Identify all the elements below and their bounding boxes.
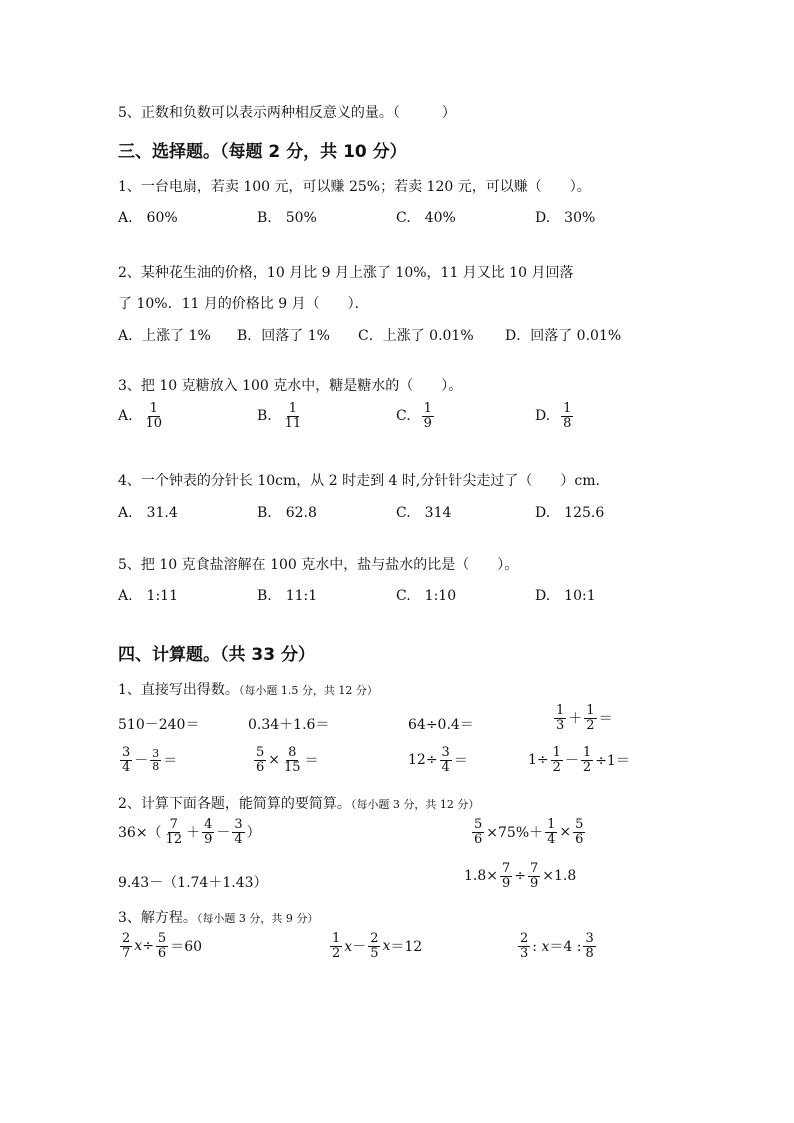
calc-part1-heading: 1、直接写出得数。（每小题 1.5 分，共 12 分） [118,682,378,698]
choice-q2-option-a: A．上涨了 1% [118,328,211,344]
choice-q4-option-d: D. 125.6 [535,505,605,521]
choice-q1-option-b: B. 50% [257,210,317,226]
choice-q1: 1、一台电扇，若卖 100 元，可以赚 25%；若卖 120 元，可以赚（ ）。 [118,179,591,195]
choice-q2-option-c: C．上涨了 0.01% [358,328,474,344]
choice-q4: 4、一个钟表的分针长 10cm，从 2 时走到 4 时,分针针尖走过了（ ）cm. [118,473,600,489]
choice-q3-option-c: C. $\frac{1}{9}$ [396,401,432,431]
choice-q4-option-b: B. 62.8 [257,505,317,521]
calc1-expr-2: 0.34＋1.6＝ [248,717,330,733]
calc1-expr-4: $\frac{1}{3}$ ＋ $\frac{1}{2}$ ＝ [556,703,613,733]
choice-q2-line2: 了 10%．11 月的价格比 9 月（ ）． [118,296,369,312]
choice-q3-option-d: D. $\frac{1}{8}$ [535,401,572,431]
choice-q5-option-a: A. 1:11 [118,588,178,604]
calc1-expr-3: 64÷0.4＝ [408,717,474,733]
choice-q4-option-a: A. 31.4 [118,505,178,521]
choice-q5: 5、把 10 克食盐溶解在 100 克水中，盐与盐水的比是（ ）。 [118,557,519,573]
calc1-expr-7: 12÷ $\frac{3}{4}$ ＝ [408,745,468,775]
calc-part3-heading: 3、解方程。（每小题 3 分，共 9 分） [118,910,319,926]
calc1-expr-8: 1÷ $\frac{1}{2}$ － $\frac{1}{2}$ ÷1＝ [528,745,630,775]
calc1-expr-6: $\frac{5}{6}$ × $\frac{8}{15}$ ＝ [256,745,319,775]
equation-b: $\frac{1}{2}$ x－ $\frac{2}{5}$ x ＝12 [332,931,423,961]
calc1-expr-5: $\frac{3}{4}$ － $\frac{3}{8}$ ＝ [122,745,178,775]
choice-q3-option-a: A. $\frac{1}{10}$ [118,401,163,431]
calc2-expr-a: 36×（ $\frac{7}{12}$ ＋ $\frac{4}{9}$ － $\frac{3}{4}$ ） [118,817,261,847]
equation-a: $\frac{2}{7}$ x÷ $\frac{5}{6}$ ＝60 [122,931,203,961]
choice-q5-option-c: C. 1:10 [396,588,457,604]
calc-part2-heading: 2、计算下面各题，能简算的要简算。（每小题 3 分，共 12 分） [118,796,480,812]
choice-q2-line1: 2、某种花生油的价格，10 月比 9 月上涨了 10%，11 月又比 10 月回落 [118,265,574,281]
choice-q5-option-d: D. 10:1 [535,588,596,604]
calc2-expr-b: $\frac{5}{6}$ ×75%＋ $\frac{1}{4}$ × $\frac{5}{6}$ [474,817,584,847]
choice-q2-option-b: B．回落了 1% [237,328,330,344]
calc1-expr-1: 510－240＝ [118,717,200,733]
section-3-title: 三、选择题。（每题 2 分，共 10 分） [118,142,407,162]
choice-q5-option-b: B. 11:1 [257,588,318,604]
choice-q3-option-b: B. $\frac{1}{11}$ [257,401,302,431]
choice-q1-option-d: D. 30% [535,210,596,226]
equation-c: $\frac{2}{3}$ : x＝4 : $\frac{3}{8}$ [520,931,594,961]
choice-q1-option-a: A. 60% [118,210,178,226]
calc2-expr-c: 9.43－（1.74＋1.43） [118,875,268,891]
choice-q2-option-d: D．回落了 0.01% [505,328,622,344]
choice-q1-option-c: C. 40% [396,210,456,226]
section-4-title: 四、计算题。（共 33 分） [118,645,315,665]
judge-question-5: 5、正数和负数可以表示两种相反意义的量。（ ） [118,105,456,121]
choice-q3: 3、把 10 克糖放入 100 克水中，糖是糖水的（ ）。 [118,378,463,394]
calc2-expr-d: 1.8× $\frac{7}{9}$ ÷ $\frac{7}{9}$ ×1.8 [464,861,577,891]
choice-q4-option-c: C. 314 [396,505,452,521]
